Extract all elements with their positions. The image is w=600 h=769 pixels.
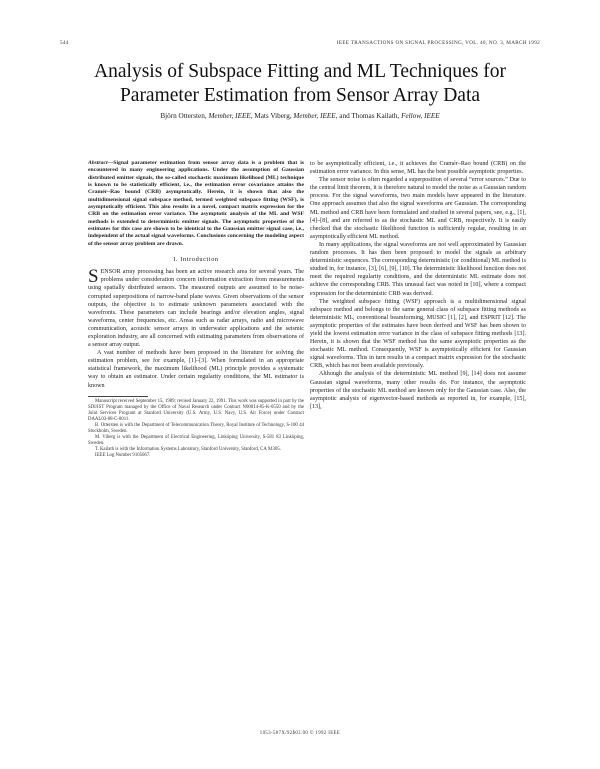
body-paragraph: to be asymptotically efficient, i.e., it achieves the Cramér–Rao bound (CRB) on the estimation error variance. In this sense, ML has the best possible asymptotic properties.: [310, 161, 526, 176]
intro-paragraph-2: A vast number of methods have been proposed in the literature for solving the estimation problem, see for example, [1]–[3]. When formulated in an appropriate statistical framework, the maximum likelihood (ML) principle provides a systematic way to obtain an estimator. Under certain regularity conditions, the ML estimator is known: [88, 350, 304, 389]
running-header: [60, 40, 540, 52]
abstract-label: Abstract—: [88, 160, 114, 166]
author-role: Fellow, IEEE: [401, 112, 440, 120]
body-paragraph: In many applications, the signal waveforms are not well approximated by Gaussian random processes. It has then been proposed to model the signals as arbitrary deterministic sequences. The corresponding deterministic (or conditional) ML method is studied in, for instance, [3], [6], [9], [10]. The deterministic likelihood function does not meet the required regularity conditions, and the deterministic ML estimate does not achieve the corresponding CRB. This unusual fact was noted in [10], where a compact expression for the deterministic CRB was derived.: [310, 241, 526, 297]
author-name: Thomas Kailath,: [351, 112, 400, 120]
footnote: T. Kailath is with the Information Systems Laboratory, Stanford University, Stanford, CA 94305.: [95, 447, 281, 453]
body-paragraph: The weighted subspace fitting (WSF) approach is a multidimensional signal subspace method and belongs to the same general class of subspace fitting methods as deterministic ML, conventional beamforming, MUSIC [1], [2], and ESPRIT [12]. The asymptotic properties of the estimates have been derived and WSF has been shown to yield the lowest estimation error variance in the class of subspace fitting methods [13]. Herein, it is shown that the WSF method has the same asymptotic properties as the stochastic ML method. Consequently, WSF is asymptotically efficient for Gaussian signal waveforms. This in turn results in a compact matrix expression for the stochastic CRB, which has not been available previously.: [310, 298, 526, 370]
paper-title: Analysis of Subspace Fitting and ML Techniques for Parameter Estimation from Sensor Array Data: [94, 61, 506, 106]
copyright-code: 1053-587X/92$03.00 © 1992 IEEE: [259, 731, 341, 736]
footnote: M. Viberg is with the Department of Electrical Engineering, Linköping University, S-581 83 Linköping, Sweden.: [88, 435, 304, 447]
author-line: [60, 112, 540, 120]
author-conjunction: and: [339, 112, 350, 120]
right-column: [310, 160, 526, 411]
author-role: Member, IEEE,: [208, 112, 253, 120]
abstract: [88, 160, 304, 248]
page-number: 544: [60, 40, 69, 46]
intro-paragraph-1-text: ENSOR array processing has been an active research area for several years. The problems under consideration concern information extraction from measurements using spatially distributed sensors. The measured outputs are assumed to be noise-corrupted superpositions of narrow-band plane waves. Given observations of the sensor outputs, the objective is to estimate unknown parameters associated with the wavefronts. These parameters can include bearings and/or elevation angles, signal waveforms, center frequencies, etc. Areas such as radar arrays, radio and microwave communication, acoustic sensor arrays in underwater applications and the seismic exploration industry, are all concerned with estimating parameters from observations of a sensor array output.: [88, 269, 304, 349]
drop-cap: S: [88, 266, 99, 288]
footnote: B. Ottersten is with the Department of Telecommunication Theory, Royal Institute of Technology, S-100 44 Stockholm, Sweden.: [88, 423, 304, 435]
author-name: Björn Ottersten,: [160, 112, 207, 120]
left-column: [88, 160, 304, 460]
footnote-rule: [88, 396, 148, 397]
body-paragraph: Although the analysis of the deterministic ML method [9], [14] does not assume Gaussian signal waveforms, many other results do. For instance, the asymptotic properties of the stochastic ML method are known only for the Gaussian case. Also, the asymptotic analysis of eigenvector-based methods as reported in, for example, [15], [13],: [310, 371, 526, 410]
abstract-text: Signal parameter estimation from sensor array data is a problem that is encountered in many engineering applications. Under the assumption of Gaussian distributed emitter signals, the so-called stochastic maximum likelihood (ML) technique is known to be statistically efficient, i.e., the estimation error covariance attains the Cramér–Rao bound (CRB) asymptotically. Herein, it is shown that also the multidimensional signal subspace method, termed weighted subspace fitting (WSF), is asymptotically efficient. This also results in a novel, compact matrix expression for the CRB on the estimation error variance. The asymptotic analysis of the ML and WSF methods is extended to deterministic emitter signals. The asymptotic properties of the estimates for this case are shown to be identical to the Gaussian emitter signal case, i.e., independent of the actual signal waveforms. Conclusions concerning the modeling aspect of the sensor array problem are drawn.: [88, 160, 304, 247]
footnote: Manuscript received September 15, 1989; revised January 22, 1991. This work was supported in part by the SDI/IST Program managed by the Office of Naval Research under Contract N00014-85-K-0550 and by the Joint Services Program at Stanford University (U.S. Army, U.S. Navy, U.S. Air Force) under Contract DAAL03-88-C-0011.: [88, 398, 304, 422]
journal-name: IEEE TRANSACTIONS ON SIGNAL PROCESSING, VOL. 40, NO. 3, MARCH 1992: [336, 40, 540, 46]
section-heading: I. Introduction: [173, 256, 219, 264]
footnotes: [88, 399, 304, 460]
body-paragraph: The sensor noise is often regarded a superposition of several “error sources.” Due to the central limit theorem, it is therefore natural to model the noise as a Gaussian random process. For the signal waveforms, two main models have appeared in the literature. One approach assumes that also the signal waveforms are Gaussian. The corresponding ML method and CRB have been formulated and studied in several papers, see, e.g., [1], [4]–[8], and are referred to as the stochastic ML and CRB, respectively. It is easily checked that the stochastic likelihood function is sufficiently regular, resulting in an asymptotically efficient ML method.: [310, 177, 526, 240]
author-role: Member, IEEE,: [293, 112, 338, 120]
author-name: Mats Viberg,: [254, 112, 292, 120]
footnote: IEEE Log Number 9105667.: [95, 453, 151, 459]
intro-paragraph-1: [88, 268, 304, 349]
